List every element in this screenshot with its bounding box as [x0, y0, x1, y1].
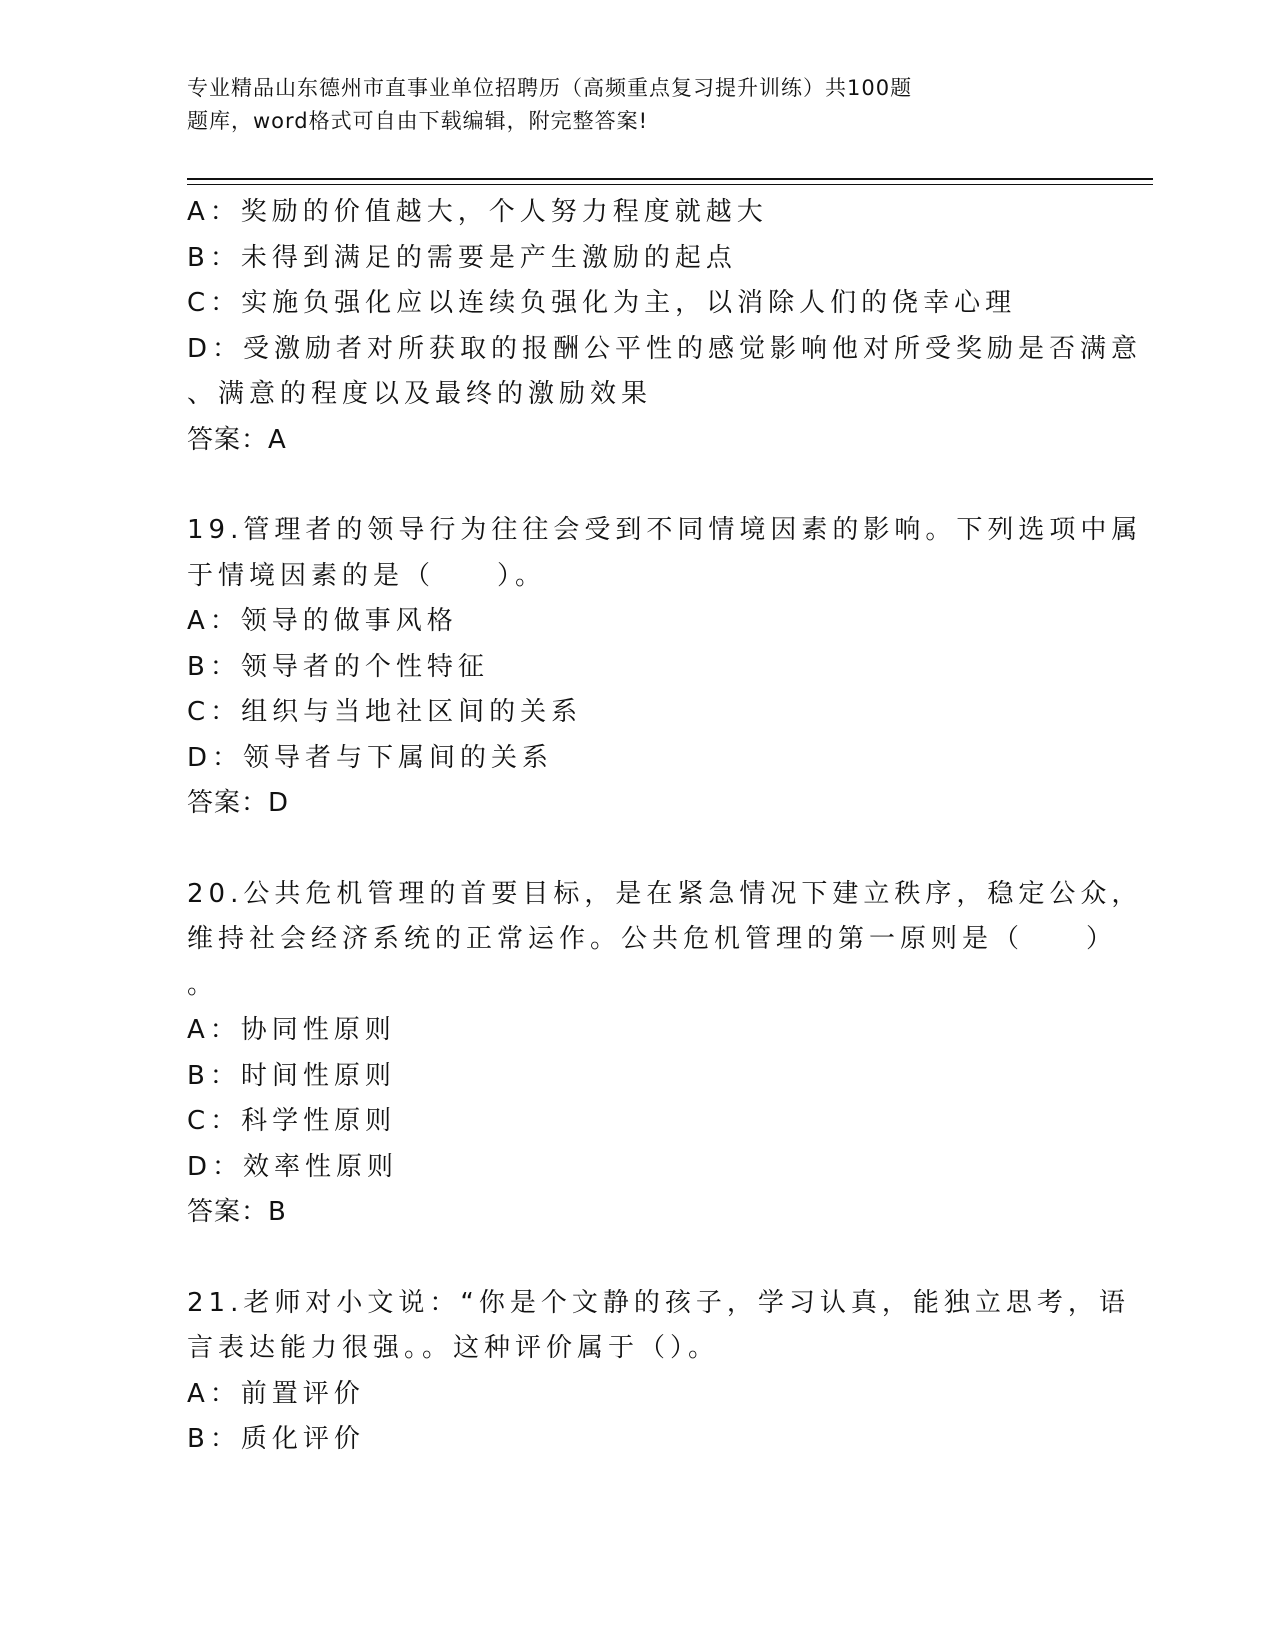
question-list	[187, 190, 1143, 1463]
option-b: B：质化评价	[187, 1424, 365, 1454]
question-stem: 19.管理者的领导行为往往会受到不同情境因素的影响。下列选项中属	[187, 515, 1143, 545]
option-c: C：实施负强化应以连续负强化为主，以消除人们的侥幸心理	[187, 288, 1017, 318]
option-b: B：领导者的个性特征	[187, 651, 489, 682]
option-a: A：领导的做事风格	[187, 606, 458, 636]
question-stem: 。	[187, 969, 219, 1000]
option-d: D：受激励者对所获取的报酬公平性的感觉影响他对所受奖励是否满意	[187, 333, 1143, 364]
option-d: D：领导者与下属间的关系	[187, 742, 554, 773]
document-header	[187, 72, 1027, 138]
question-21	[187, 1281, 1130, 1463]
option-a: A：协同性原则	[187, 1015, 396, 1045]
option-b: B：未得到满足的需要是产生激励的起点	[187, 242, 737, 273]
question-stem: 维持社会经济系统的正常运作。公共危机管理的第一原则是（ ）	[187, 924, 1118, 954]
question-19	[187, 508, 1143, 827]
header-divider	[187, 178, 1153, 180]
header-line: 专业精品山东德州市直事业单位招聘历（高频重点复习提升训练）共100题	[187, 76, 913, 100]
question-stem: 20.公共危机管理的首要目标，是在紧急情况下建立秩序，稳定公众，	[187, 878, 1143, 909]
option-c: C：组织与当地社区间的关系	[187, 697, 583, 727]
option-d-continued: 、满意的程度以及最终的激励效果	[187, 379, 653, 409]
header-divider	[187, 184, 1153, 185]
option-a: A：前置评价	[187, 1378, 365, 1409]
question-20	[187, 872, 1143, 1236]
question-18	[187, 190, 1143, 463]
answer: 答案：A	[187, 424, 287, 455]
option-c: C：科学性原则	[187, 1106, 397, 1136]
header-line: 题库，word格式可自由下载编辑，附完整答案!	[187, 109, 649, 133]
question-stem: 于情境因素的是（ ）。	[187, 560, 547, 591]
answer: 答案：B	[187, 1197, 287, 1227]
answer: 答案：D	[187, 788, 290, 818]
option-b: B：时间性原则	[187, 1060, 396, 1091]
option-a: A：奖励的价值越大，个人努力程度就越大	[187, 197, 768, 227]
question-stem: 21.老师对小文说：“你是个文静的孩子，学习认真，能独立思考，语	[187, 1287, 1130, 1318]
option-d: D：效率性原则	[187, 1151, 399, 1182]
question-stem: 言表达能力很强。。这种评价属于（）。	[187, 1333, 720, 1363]
